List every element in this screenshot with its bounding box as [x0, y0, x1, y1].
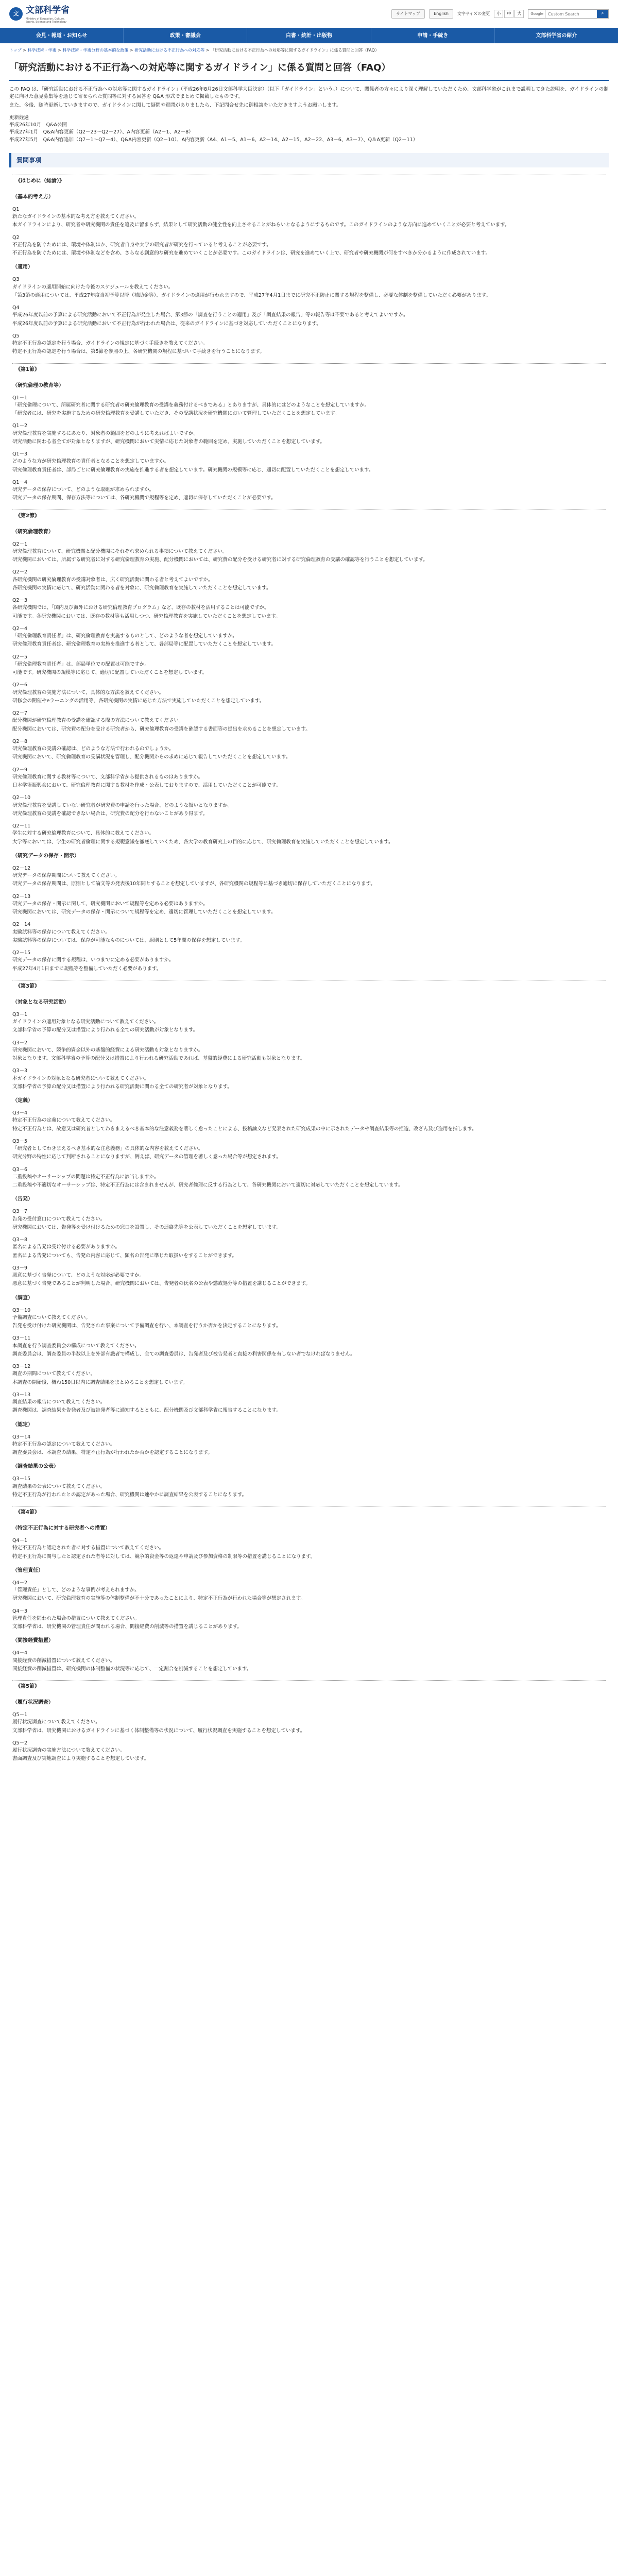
faq-item	[12, 738, 606, 761]
answer-text: 研究倫理教育責任者は、研究倫理教育の実施を推進する者として、各部局等に配置していただくことを想定しています。	[12, 641, 277, 648]
question-text: 研究倫理教育の受講の確認は、どのような方法で行われるのでしょうか。	[12, 746, 174, 752]
question-text: 研究データの保存について、どのような取組が求められますか。	[12, 487, 154, 493]
question-text: どのような方が研究倫理教育の責任者となることを想定していますか。	[12, 459, 169, 465]
faq-item	[12, 234, 606, 258]
breadcrumb-sep: >	[128, 48, 135, 53]
page-title: 「研究活動における不正行為への対応等に関するガイドライン」に係る質問と回答（FAQ）	[9, 58, 609, 81]
question-number: Q5	[12, 333, 20, 339]
faq-item	[12, 1580, 606, 1603]
subsection-heading: （調査結果の公表）	[12, 1464, 59, 1470]
question-text: 新たなガイドラインの基本的な考え方を教えてください。	[12, 214, 140, 219]
answer-text: 文部科学省の予算の配分又は措置により行われる全ての研究活動が対象となります。	[12, 1027, 198, 1033]
answer-text: 平成26年度以前の予算による研究活動において不正行為が行われた場合は、従来のガイドラインに基づき対応していただくことになります。	[12, 320, 321, 327]
subsection-heading: （定義）	[12, 1098, 33, 1104]
faq-item	[12, 451, 606, 474]
search-icon[interactable]: ⌕	[597, 10, 608, 18]
question-text: 特定不正行為の定義について教えてください。	[12, 1117, 115, 1124]
answer-text: 研究機関においては、告発等を受け付けるための窓口を設置し、その連絡先等を公表していただくことを想定しています。	[12, 1224, 281, 1230]
question-number: Q5－1	[12, 1712, 28, 1718]
question-number: Q2－10	[12, 795, 31, 801]
answer-text: 対象となります。文部科学省の予算の配分又は措置により行われる研究活動であれば、基盤的経費による研究活動も対象となります。	[12, 1056, 305, 1061]
subsection-heading: （管理責任）	[12, 1567, 43, 1573]
nav-press[interactable]: 会見・報道・お知らせ	[0, 28, 124, 43]
answer-text: 書面調査及び実地調査により実施することを想定しています。	[12, 1756, 149, 1762]
answer-text: 研究機関において、研究倫理教育の実施等の体制整備が不十分であったことにより、特定不正行為が行われた場合等が想定されます。	[12, 1596, 305, 1602]
question-text: 研究倫理教育を実施するにあたり、対象者の範囲をどのように考えればよいですか。	[12, 430, 199, 436]
question-text: 特定不正行為の認定について教えてください。	[12, 1441, 115, 1447]
nav-policy[interactable]: 政策・審議会	[124, 28, 247, 43]
question-number: Q2－3	[12, 598, 28, 603]
question-text: 各研究機関の研究倫理教育の受講対象者は、広く研究活動に関わる者と考えてよいですか。	[12, 577, 213, 583]
question-text: 予備調査について教えてください。	[12, 1314, 91, 1320]
question-text: 研究倫理教育について、研究機関と配分機関にそれぞれ求められる事項について教えてください。	[12, 548, 228, 554]
question-text: 特定不正行為の認定を行う場合、ガイドラインの規定に基づく手続きを教えてください。	[12, 341, 208, 346]
question-number: Q3－1	[12, 1011, 28, 1018]
fontsize-label: 文字サイズの変更	[457, 11, 490, 16]
faq-item	[12, 823, 606, 846]
subsection-heading: （調査）	[12, 1295, 33, 1301]
intro-paragraph: また、今後、随時更新していきますので、ガイドラインに関して疑問や質問がありましたら、下記問合せ先に御相談をいただきますようお願いします。	[9, 102, 341, 108]
subsection-heading: （認定）	[12, 1421, 33, 1428]
answer-text: 告発を受け付けた研究機関は、告発された事案について予備調査を行い、本調査を行うか否かを決定することになります。	[12, 1323, 281, 1329]
answer-text: 匿名による告発についても、告発の内容に応じて、顕名の告発に準じた取扱いをすることができます。	[12, 1252, 237, 1259]
subsection-heading: （告発）	[12, 1196, 33, 1202]
header-tools	[391, 9, 609, 19]
faq-item	[12, 1011, 606, 1035]
answer-text: 平成27年4月1日までに規程等を整備していただく必要があります。	[12, 965, 162, 972]
question-text: 二重投稿やオーサーシップの問題は特定不正行為に該当しますか。	[12, 1174, 159, 1180]
subsection-heading: （適用）	[12, 264, 33, 270]
faq-item	[12, 1392, 606, 1415]
breadcrumb-home[interactable]: トップ	[9, 48, 22, 53]
question-text: 不正行為を防ぐためには、環境や体制ほか、研究者自身や大学の研究者が研究を行っていると考えることが必要です。	[12, 242, 271, 248]
question-text: 間接経費の削減措置について教えてください。	[12, 1657, 115, 1664]
search-input[interactable]	[545, 10, 597, 18]
question-text: 調査結果の公表について教えてください。	[12, 1483, 106, 1489]
update-history	[9, 114, 609, 144]
answer-text: 研究活動に関わる者全てが対象となりますが、研究機関において実情に応じた対象者の範囲を定め、実施していただくことを想定しています。	[12, 438, 325, 445]
faq-item	[12, 794, 606, 818]
chapter-heading: 《第3節》	[12, 980, 606, 992]
breadcrumb-science[interactable]: 科学技術・学術	[27, 48, 57, 53]
update-item: 平成26年10月 Q&A公開	[9, 122, 67, 128]
faq-item	[12, 1166, 606, 1190]
answer-text: 「第3節の適用については、平成27年度当初予算以降（補助金等）、ガイドラインの適用が行われますので、平成27年4月1日までに研究不正防止に関する規程を整備し、必要な体制を整備していただく必要があります。	[12, 292, 491, 298]
logo-text: 文部科学省	[26, 5, 70, 16]
question-text: ガイドラインの適用開始に向けた今後のスケジュールを教えてください。	[12, 284, 174, 290]
site-search	[528, 9, 609, 19]
question-number: Q2－7	[12, 710, 28, 716]
chapter-heading: 《第4節》	[12, 1506, 606, 1518]
chapter-heading: 《第1節》	[12, 363, 606, 376]
faq-item	[12, 921, 606, 944]
faq-item	[12, 1711, 606, 1735]
faq-item	[12, 865, 606, 888]
answer-text: 調査委員会は、本調査の結果、特定不正行為が行われたか否かを認定することになります。	[12, 1450, 213, 1455]
faq-item	[12, 1236, 606, 1260]
answer-text: 不正行為を防ぐためには、環境や体制などを含め、さらなる創意的な研究を進めていくことが必要です。このガイドラインは、研究を進めていく上で、研究者や研究機関が何をすべきか分かるように作成されています。	[12, 250, 491, 256]
question-text: 研究データの保存・開示に関して、研究機関において規程等を定める必要はありますか。	[12, 901, 208, 907]
question-number: Q3－3	[12, 1068, 28, 1074]
question-text: 「研究倫理教育責任者」は、部局単位での配置は可能ですか。	[12, 661, 150, 667]
faq-item	[12, 479, 606, 502]
question-text: 研究機関において、競争的資金以外の基盤的経費による研究活動も対象となりますか。	[12, 1047, 203, 1053]
subsection-heading: （研究データの保存・開示）	[12, 853, 79, 859]
question-text: 各研究機関では、「国内及び海外における研究倫理教育プログラム」など、既存の教材を活用することは可能ですか。	[12, 605, 269, 611]
question-text: 本ガイドラインの対象となる研究者について教えてください。	[12, 1075, 149, 1081]
question-number: Q3－5	[12, 1138, 28, 1144]
chapter-heading: 《第2節》	[12, 510, 606, 522]
faq-item	[12, 1067, 606, 1091]
question-number: Q4－3	[12, 1608, 28, 1614]
question-text: 実験試料等の保存について教えてください。	[12, 929, 110, 935]
question-number: Q3－14	[12, 1434, 31, 1440]
answer-text: 研究倫理教育の受講を確認できない場合は、研究費の配分を行わないことがあり得ます。	[12, 810, 208, 817]
subsection-heading: （研究倫理の教育等）	[12, 382, 64, 388]
answer-text: 研究機関においては、研究データの保存・開示について規程等を定め、適切に管理していただくことを想定しています。	[12, 909, 276, 915]
faq-item	[12, 1608, 606, 1631]
intro	[9, 86, 609, 109]
answer-text: 文部科学省は、研究機関の管理責任が問われる場合、間接経費の削減等の措置を講じることがあります。	[12, 1624, 242, 1630]
question-text: 学生に対する研究倫理教育について、具体的に教えてください。	[12, 831, 154, 837]
site-header	[0, 0, 618, 28]
question-text: 研究倫理教育の実施方法について、具体的な方法を教えてください。	[12, 689, 164, 696]
question-text: 「管理責任」として、どのような事例が考えられますか。	[12, 1587, 140, 1593]
question-number: Q2－9	[12, 767, 28, 773]
question-number: Q3－10	[12, 1307, 31, 1313]
breadcrumb-sep: >	[204, 48, 211, 53]
question-number: Q2－11	[12, 823, 31, 829]
faq-item	[12, 422, 606, 446]
question-number: Q3－2	[12, 1040, 28, 1046]
question-number: Q4－2	[12, 1580, 28, 1586]
faq-item	[12, 276, 606, 299]
faq-item	[12, 1040, 606, 1063]
answer-text: 研究データの保存期間は、原則として論文等の発表後10年間とすることを想定していますが、各研究機関の規程等に基づき適切に保存していただくことになります。	[12, 881, 375, 887]
nav-publications[interactable]: 白書・統計・出版物	[247, 28, 371, 43]
answer-text: 本ガイドラインにより、研究者や研究機関の責任を追及に留まらず、結果として研究活動の健全性を向上させることがねらいとなるようにするものです。このガイドラインのような方向に進めていくことが必要と考えています。	[12, 222, 510, 228]
breadcrumb-misconduct[interactable]: 研究活動における不正行為への対応等	[134, 48, 205, 53]
answer-text: 研究倫理教育責任者は、部局ごとに研究倫理教育の実施を推進する者を想定しています。研究機関の規模等に応じ、適切に配置していただくことを想定しています。	[12, 467, 374, 473]
update-history-label: 更新経過	[9, 114, 29, 121]
answer-text: 調査機関は、調査結果を告発者及び被告発者等に通知するとともに、配分機関及び文部科学省に報告することになります。	[12, 1408, 281, 1414]
question-number: Q3－13	[12, 1392, 31, 1398]
chapter-heading: 《はじめに（総論）》	[12, 175, 606, 187]
faq-section-title: 質問事項	[9, 153, 609, 167]
question-number: Q2－13	[12, 893, 31, 900]
faq-item	[12, 1335, 606, 1358]
question-text: 研究倫理教育を受講していない研究者が研究費の申請を行った場合、どのような扱いとなりますか。	[12, 802, 233, 808]
question-text: 管理責任を問われた場合の措置について教えてください。	[12, 1615, 140, 1621]
answer-text: 特定不正行為の認定を行う場合は、第5節を参照の上、各研究機関の規程に基づいて手続きを行うことになります。	[12, 349, 265, 355]
subsection-heading: （研究倫理教育）	[12, 529, 54, 535]
question-number: Q2－6	[12, 682, 28, 688]
question-text: 「研究倫理について、所属研究者に関する研究者の研究倫理教育の受講を義務付けるべきである」とありますが、具体的にはどのようなことを想定していますか。	[12, 402, 370, 408]
update-item: 平成27年5月 Q&A内容追加（Q7－1～Q7－4）、Q&A内容更新（Q2－10）、A内容更新（A4、A1－5、A1－6、A2－14、A2－15、A2－22、A3－6、A3－7）、Q＆A更新（Q2－11）	[9, 137, 418, 143]
question-number: Q3－7	[12, 1209, 28, 1215]
question-number: Q3－8	[12, 1237, 28, 1243]
question-number: Q2	[12, 234, 20, 241]
faq-item	[12, 1476, 606, 1499]
question-text: 「研究倫理教育責任者」は、研究倫理教育を実施するものとして、どのような者を想定していますか。	[12, 633, 237, 639]
logo-subtitle: Ministry of Education, Culture, Sports, Science and Technology	[26, 17, 67, 24]
question-number: Q3	[12, 277, 20, 283]
question-number: Q2－15	[12, 950, 31, 956]
nav-applications[interactable]: 申請・手続き	[371, 28, 495, 43]
subsection-heading: （対象となる研究活動）	[12, 999, 69, 1005]
faq-item	[12, 682, 606, 705]
faq-item	[12, 569, 606, 592]
faq-item	[12, 654, 606, 677]
faq-item	[12, 1650, 606, 1673]
answer-text: 研修会の開催やeラーニングの活用等、各研究機関の実情に応じた方法で実施していただくことを想定しています。	[12, 698, 265, 704]
answer-text: 悪意に基づく告発であることが判明した場合、研究機関においては、告発者の氏名の公表や懲戒処分等の措置を講じることができます。	[12, 1281, 311, 1287]
question-number: Q1	[12, 206, 20, 212]
faq-item	[12, 1537, 606, 1561]
faq-item	[12, 1138, 606, 1161]
logo-mark: 文	[9, 7, 23, 21]
answer-text: 配分機関においては、研究費の配分を受ける研究者から、研究倫理教育の受講を確認する書面等の提出を求めることを想定しています。	[12, 726, 311, 732]
question-text: 研究データの保存期間について教えてください。	[12, 873, 120, 878]
answer-text: 大学等においては、学生の研究者倫理に関する規範意識を徹底していくため、各大学の教育研究上の目的に応じて、研究倫理教育を実施していただくことを想定しています。	[12, 839, 393, 845]
chapter-heading: 《第5節》	[12, 1680, 606, 1692]
sitemap-link[interactable]: サイトマップ	[391, 9, 425, 19]
faq-item	[12, 395, 606, 418]
answer-text: 研究機関において、研究倫理教育の受講状況を管理し、配分機関からの求めに応じて報告していただくことを想定しています。	[12, 754, 291, 760]
subsection-heading: （履行状況調査）	[12, 1700, 54, 1705]
question-number: Q2－14	[12, 922, 31, 928]
subsection-heading: （特定不正行為に対する研究者への措置）	[12, 1526, 110, 1531]
question-text: 研究倫理教育に関する教材等について、文部科学省から提供されるものはありますか。	[12, 774, 203, 780]
question-number: Q4	[12, 305, 20, 311]
answer-text: 特定不正行為に関与したと認定された者等に対しては、競争的資金等の返還や申請及び参加資格の制限等の措置を講じることになります。	[12, 1553, 316, 1560]
question-number: Q3－9	[12, 1265, 28, 1271]
breadcrumb-current: 「研究活動における不正行為への対応等に関するガイドライン」に係る質問と回答（FAQ）	[210, 48, 379, 53]
question-number: Q3－15	[12, 1476, 31, 1482]
question-number: Q1－4	[12, 479, 28, 485]
answer-text: 研究データの保存期間、保存方法等については、各研究機関で規程等を定め、適切に保存していただくことが必要です。	[12, 495, 276, 501]
question-number: Q2－4	[12, 625, 28, 632]
faq-item	[12, 625, 606, 649]
faq-item	[12, 1740, 606, 1763]
question-text: 履行状況調査の実施方法について教えてください。	[12, 1748, 125, 1753]
question-number: Q3－6	[12, 1166, 28, 1173]
question-number: Q1－1	[12, 395, 28, 401]
global-nav	[0, 28, 618, 43]
answer-text: 「研究者には、研究を実施するための研究倫理教育を受講していただき、その受講状況を研究機関において管理していただくことを想定しています。	[12, 411, 340, 416]
faq-item	[12, 767, 606, 790]
nav-about[interactable]: 文部科学省の紹介	[536, 32, 577, 39]
answer-text: 特定不正行為とは、故意又は研究者としてわきまえるべき基本的な注意義務を著しく怠ったことによる、投稿論文など発表された研究成果の中に示されたデータや調査結果等の捏造、改ざん及び盗用を指します。	[12, 1126, 477, 1132]
intro-paragraph: この FAQ は、「研究活動における不正行為への対応等に関するガイドライン」（平成26年8月26日文部科学大臣決定）（以下「ガイドライン」という。）について、関係者の方々により深く理解していただくため、文部科学省がこれまで説明してきた説明を、ガイドラインの制定に向けた意見募集等を通じて寄せられた質問等に対する回答を Q&A 形式でまとめて掲載したものです。	[9, 87, 609, 100]
faq-item	[12, 1265, 606, 1288]
question-text: 配分機関が研究倫理教育の受講を確認する際の方法について教えてください。	[12, 718, 184, 724]
faq-item	[12, 893, 606, 917]
question-text: 特定不正行為と認定された者に対する措置について教えてください。	[12, 1545, 164, 1551]
answer-text: 実験試料等の保存については、保存が可能なものについては、原則として5年間の保存を想定しています。	[12, 937, 245, 943]
update-item: 平成27年1月 Q&A内容更新（Q2－23～Q2－27）、A内容更新（A2－1、A2－8）	[9, 129, 194, 135]
question-text: ガイドラインの適用対象となる研究活動について教えてください。	[12, 1019, 159, 1025]
faq-item	[12, 1307, 606, 1330]
english-link[interactable]: English	[429, 9, 453, 19]
question-text: 調査の期間について教えてください。	[12, 1371, 96, 1377]
question-number: Q2－12	[12, 865, 31, 871]
question-text: 本調査を行う調査委員会の構成について教えてください。	[12, 1343, 140, 1349]
faq-item	[12, 1434, 606, 1457]
faq-item	[12, 1110, 606, 1133]
fontsize-medium-button[interactable]: 中	[504, 10, 513, 18]
faq-item	[12, 597, 606, 620]
site-logo[interactable]	[9, 4, 72, 24]
fontsize-small-button[interactable]: 小	[494, 10, 503, 18]
faq-item	[12, 304, 606, 328]
question-text: 平成26年度以前の予算による研究活動において不正行為が発生した場合、第3節の「調査を行うことの適用」及び「調査結果の報告」等の報告等は不要であると考えてよいですか。	[12, 312, 408, 318]
question-number: Q4－1	[12, 1538, 28, 1544]
answer-text: 研究機関においては、所属する研究者に対する研究倫理教育の実施、配分機関においては、研究費の配分を受ける研究者に対する研究倫理教育の受講の確認等を行うことを想定しています。	[12, 557, 428, 563]
breadcrumb-sep: >	[56, 48, 63, 53]
faq-list	[9, 175, 609, 1763]
question-text: 悪意に基づく告発について、どのような対応が必要ですか。	[12, 1273, 145, 1278]
answer-text: 日本学術振興会において、研究倫理教育に関する教材を作成・公表しておりますので、活用していただくことが可能です。	[12, 783, 281, 788]
answer-text: 文部科学省は、研究機関におけるガイドラインに基づく体制整備等の状況について、履行状況調査を実施することを想定しています。	[12, 1727, 305, 1734]
answer-text: 本調査の開始後、概ね150日以内に調査結果をまとめることを想定しています。	[12, 1379, 188, 1385]
question-number: Q2－5	[12, 654, 28, 660]
question-text: 匿名による告発は受け付ける必要がありますか。	[12, 1244, 121, 1250]
answer-text: 間接経費の削減措置は、研究機関の体制整備の状況等に応じて、一定割合を削減することを想定しています。	[12, 1666, 252, 1672]
faq-item	[12, 541, 606, 564]
question-text: 「研究者としてわきまえるべき基本的な注意義務」の具体的な内容を教えてください。	[12, 1146, 203, 1151]
fontsize-large-button[interactable]: 大	[514, 10, 524, 18]
answer-text: 可能です。各研究機関においては、既存の教材等も活用しつつ、研究倫理教育を実施していただくことを想定しています。	[12, 613, 281, 619]
question-number: Q2－2	[12, 569, 28, 575]
faq-item	[12, 333, 606, 356]
faq-item	[12, 710, 606, 733]
breadcrumb-sep: >	[21, 48, 28, 53]
question-number: Q5－2	[12, 1740, 28, 1746]
answer-text: 可能です。研究機関の規模等に応じて、適切に配置していただくことを想定しています。	[12, 670, 208, 675]
question-number: Q2－8	[12, 738, 28, 744]
question-number: Q1－2	[12, 423, 28, 429]
subsection-heading: （基本的考え方）	[12, 194, 54, 200]
question-number: Q1－3	[12, 451, 28, 457]
question-number: Q3－12	[12, 1364, 31, 1369]
answer-text: 二重投稿や不適切なオーサーシップは、特定不正行為には含まれませんが、研究者倫理に反する行為として、各研究機関において適切に対応していただくことを想定しています。	[12, 1182, 403, 1188]
answer-text: 特定不正行為が行われたとの認定があった場合、研究機関は速やかに調査結果を公表することになります。	[12, 1492, 247, 1498]
subsection-heading: （間接経費措置）	[12, 1638, 54, 1644]
answer-text: 調査委員会は、調査委員の半数以上を外部有識者で構成し、全ての調査委員は、告発者及び被告発者と直接の利害関係を有しない者でなければなりません。	[12, 1351, 355, 1357]
google-label: Google	[528, 11, 545, 17]
question-number: Q4－4	[12, 1650, 28, 1656]
answer-text: 文部科学省の予算の配分又は措置により行われる研究活動に関わる全ての研究者が対象となります。	[12, 1083, 232, 1090]
question-number: Q2－1	[12, 541, 28, 547]
faq-item	[12, 950, 606, 973]
question-text: 研究データの保存に関する規程は、いつまでに定める必要がありますか。	[12, 957, 174, 963]
answer-text: 各研究機関の実情に応じて、研究活動に関わる者を対象に、研究倫理教育を実施していただくことを想定しています。	[12, 585, 271, 591]
question-number: Q3－4	[12, 1110, 28, 1116]
faq-item	[12, 206, 606, 229]
question-text: 調査結果の報告について教えてください。	[12, 1399, 106, 1405]
question-number: Q3－11	[12, 1335, 31, 1342]
breadcrumb-policy[interactable]: 科学技術・学術分野の基本的な政策	[62, 48, 129, 53]
breadcrumb	[0, 43, 618, 58]
main-content	[0, 58, 618, 1763]
faq-item	[12, 1363, 606, 1386]
answer-text: 研究分野の特性に応じて判断されることになりますが、例えば、研究データの管理を著しく怠った場合等が想定されます。	[12, 1154, 281, 1160]
question-text: 履行状況調査について教えてください。	[12, 1719, 100, 1725]
faq-item	[12, 1208, 606, 1231]
question-text: 告発の受付窓口について教えてください。	[12, 1216, 106, 1222]
fontsize-controls	[494, 10, 524, 18]
